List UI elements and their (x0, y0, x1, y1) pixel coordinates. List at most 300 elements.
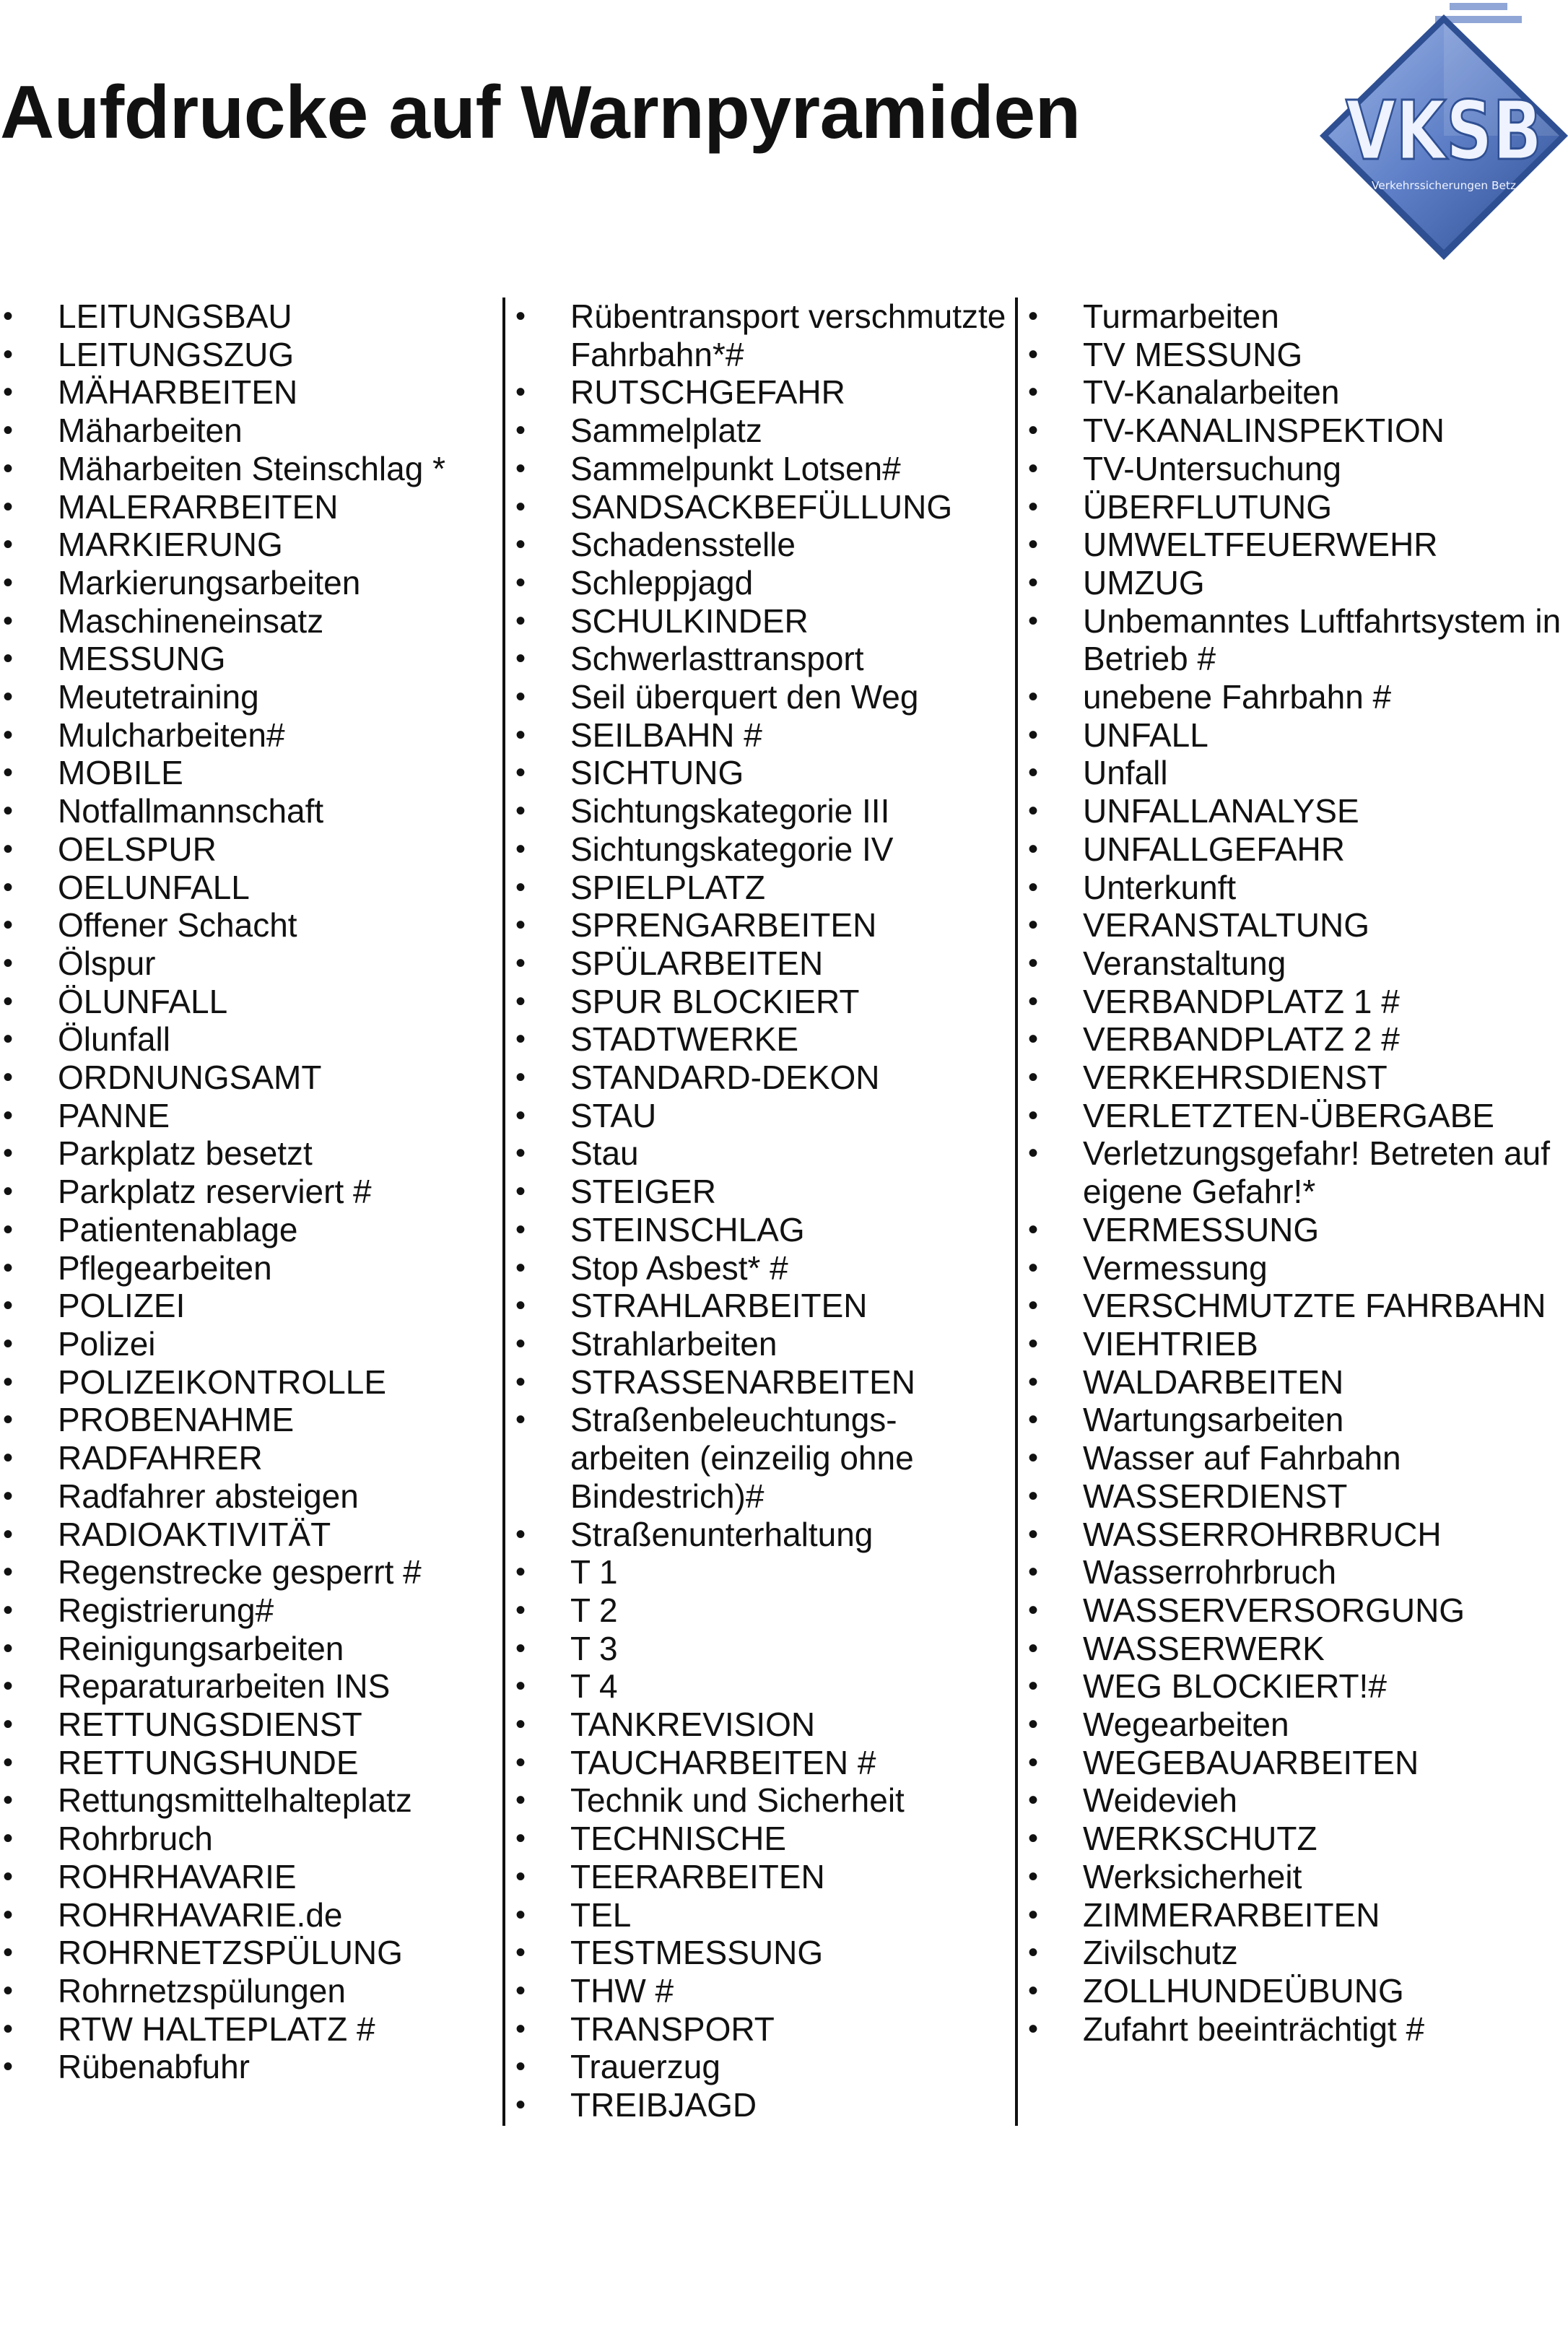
list-item-text: TANKREVISION (570, 1706, 816, 1744)
bullet-icon: • (3, 757, 14, 789)
list-item-text: Straßenbeleuchtungs- arbeiten (einzeilig ohne Bindestrich)# (570, 1401, 914, 1515)
bullet-icon: • (515, 1518, 526, 1550)
bullet-icon: • (3, 1442, 14, 1474)
list-item (0, 2048, 498, 2086)
bullet-icon: • (1028, 452, 1039, 485)
list-item-text: STAU (570, 1096, 657, 1134)
list-item (1025, 450, 1568, 488)
list-item (1025, 1477, 1568, 1516)
bullet-icon: • (515, 1937, 526, 1969)
list-item-text: T 2 (570, 1591, 618, 1629)
bullet-icon: • (1028, 1290, 1039, 1322)
list-item-text: TECHNISCHE (570, 1820, 787, 1858)
list-item-text: WASSERDIENST (1083, 1477, 1348, 1515)
list-item (0, 906, 498, 944)
bullet-icon: • (3, 795, 14, 828)
bullet-icon: • (515, 1632, 526, 1664)
bullet-icon: • (515, 1670, 526, 1703)
bullet-icon: • (3, 1974, 14, 2007)
bullet-icon: • (1028, 529, 1039, 561)
list-item (0, 1820, 498, 1858)
bullet-icon: • (3, 1556, 14, 1589)
list-item-text: TEL (570, 1895, 632, 1934)
list-item-text: Strahlarbeiten (570, 1324, 778, 1363)
list-item-text: Vermessung (1083, 1248, 1268, 1287)
list-item-text: VERKEHRSDIENST (1083, 1059, 1388, 1097)
list-item (1025, 716, 1568, 755)
bullet-icon: • (3, 718, 14, 751)
list-item-text: STEINSCHLAG (570, 1210, 805, 1248)
list-item (513, 1173, 1011, 1211)
bullet-icon: • (1028, 414, 1039, 447)
bullet-icon: • (3, 529, 14, 561)
list-item (1025, 1439, 1568, 1477)
list-item-text: Turmarbeiten (1083, 297, 1279, 335)
list-item-text: TREIBJAGD (570, 2086, 757, 2124)
bullet-icon: • (515, 833, 526, 865)
bullet-icon: • (515, 985, 526, 1017)
list-item (513, 2048, 1011, 2086)
list-item (1025, 1287, 1568, 1325)
list-item (1025, 1363, 1568, 1402)
list-item-text: ROHRNETZSPÜLUNG (58, 1934, 403, 1972)
list-item-text: TESTMESSUNG (570, 1934, 824, 1972)
list-item-text: Wegearbeiten (1083, 1706, 1289, 1744)
list-item (513, 2086, 1011, 2124)
list-item-text: Offener Schacht (58, 906, 297, 944)
list-item-text: SEILBAHN # (570, 716, 762, 754)
list-item-text: Patientenablage (58, 1210, 298, 1248)
bullet-icon: • (515, 681, 526, 713)
list-item (0, 373, 498, 412)
bullet-icon: • (3, 1746, 14, 1778)
list-item (513, 1667, 1011, 1706)
list-item (513, 1097, 1011, 1135)
bullet-icon: • (515, 1251, 526, 1284)
bullet-icon: • (3, 1176, 14, 1208)
list-item (1025, 1706, 1568, 1744)
bullet-icon: • (3, 1518, 14, 1550)
bullet-icon: • (3, 1404, 14, 1436)
list-item (0, 1439, 498, 1477)
list-item (1025, 1211, 1568, 1249)
list-column-2 (513, 297, 1011, 2124)
bullet-icon: • (1028, 1974, 1039, 2007)
list-item (1025, 336, 1568, 374)
list-item (513, 1325, 1011, 1363)
list-item (0, 1134, 498, 1173)
bullet-icon: • (515, 1176, 526, 1208)
list-item-text: Rohrbruch (58, 1820, 213, 1858)
list-item-text: MESSUNG (58, 640, 226, 678)
list-item-text: OELSPUR (58, 830, 217, 868)
list-item (0, 1287, 498, 1325)
bullet-icon: • (1028, 604, 1039, 637)
list-item-text: UNFALLGEFAHR (1083, 830, 1345, 868)
list-item-text: RUTSCHGEFAHR (570, 373, 845, 412)
list-item (1025, 1553, 1568, 1591)
list-item-text: Reinigungsarbeiten (58, 1629, 344, 1667)
list-item-text: STRAHLARBEITEN (570, 1287, 868, 1325)
list-item (0, 526, 498, 564)
bullet-icon: • (3, 452, 14, 485)
list-item-text: VERMESSUNG (1083, 1210, 1320, 1248)
list-item (1025, 1667, 1568, 1706)
list-item (513, 1781, 1011, 1820)
bullet-icon: • (3, 833, 14, 865)
bullet-icon: • (3, 1213, 14, 1246)
list-item-text: Sichtungskategorie III (570, 792, 890, 830)
bullet-icon: • (3, 1327, 14, 1360)
list-item (1025, 297, 1568, 336)
bullet-icon: • (515, 2051, 526, 2083)
bullet-icon: • (515, 452, 526, 485)
list-item (1025, 1249, 1568, 1287)
list-item-text: ROHRHAVARIE.de (58, 1895, 343, 1934)
list-item-text: unebene Fahrbahn # (1083, 678, 1392, 716)
bullet-icon: • (1028, 1327, 1039, 1360)
list-item (513, 450, 1011, 488)
list-item (0, 678, 498, 716)
list-item (1025, 792, 1568, 830)
list-item-text: TV-Untersuchung (1083, 449, 1341, 487)
list-item (513, 1858, 1011, 1896)
list-item-text: TV MESSUNG (1083, 335, 1303, 373)
bullet-icon: • (3, 681, 14, 713)
bullet-icon: • (3, 909, 14, 942)
list-item (1025, 412, 1568, 450)
bullet-icon: • (515, 1974, 526, 2007)
list-item-text: Sammelplatz (570, 412, 762, 450)
list-item (513, 1820, 1011, 1858)
list-item (0, 1401, 498, 1439)
bullet-icon: • (515, 643, 526, 675)
bullet-icon: • (1028, 1480, 1039, 1512)
list-item-text: Zivilschutz (1083, 1934, 1238, 1972)
list-item-text: ZIMMERARBEITEN (1083, 1895, 1380, 1934)
bullet-icon: • (1028, 1404, 1039, 1436)
list-column-3 (1025, 297, 1568, 2048)
list-item-text: STEIGER (570, 1173, 716, 1211)
bullet-icon: • (515, 1365, 526, 1398)
bullet-icon: • (3, 566, 14, 599)
bullet-icon: • (3, 338, 14, 370)
bullet-icon: • (515, 1137, 526, 1170)
bullet-icon: • (3, 1670, 14, 1703)
list-item-text: RETTUNGSHUNDE (58, 1743, 359, 1781)
list-item (0, 754, 498, 792)
list-item (0, 1630, 498, 1668)
list-item (0, 1706, 498, 1744)
list-item (0, 1211, 498, 1249)
list-item-text: OELUNFALL (58, 868, 250, 906)
list-item (0, 602, 498, 640)
list-item-text: T 1 (570, 1553, 618, 1591)
list-item (1025, 1020, 1568, 1059)
list-item-text: WASSERVERSORGUNG (1083, 1591, 1465, 1629)
bullet-icon: • (515, 529, 526, 561)
list-item-text: T 3 (570, 1629, 618, 1667)
bullet-icon: • (515, 1061, 526, 1094)
bullet-icon: • (1028, 718, 1039, 751)
list-item (0, 792, 498, 830)
list-item-text: Ölunfall (58, 1020, 170, 1059)
list-item (513, 1630, 1011, 1668)
list-item-text: SPÜLARBEITEN (570, 944, 824, 982)
list-item (1025, 906, 1568, 944)
bullet-icon: • (515, 1860, 526, 1893)
list-item (1025, 1896, 1568, 1934)
page-title: Aufdrucke auf Warnpyramiden (0, 71, 1081, 155)
list-item (1025, 869, 1568, 907)
list-item-text: STRASSENARBEITEN (570, 1363, 915, 1401)
column-divider (502, 297, 505, 2126)
list-item (0, 1059, 498, 1097)
bullet-icon: • (3, 643, 14, 675)
list-item (0, 1516, 498, 1554)
bullet-icon: • (1028, 1442, 1039, 1474)
list-item (513, 1706, 1011, 1744)
list-item (1025, 1858, 1568, 1896)
bullet-icon: • (515, 1099, 526, 1132)
list-item-text: LEITUNGSBAU (58, 297, 292, 335)
list-item-text: THW # (570, 1971, 674, 2010)
list-item-text: Stop Asbest* # (570, 1248, 788, 1287)
bullet-icon: • (1028, 1708, 1039, 1741)
list-item (513, 1591, 1011, 1630)
company-logo (1305, 0, 1568, 263)
bullet-icon: • (1028, 1746, 1039, 1778)
list-item (513, 1934, 1011, 1972)
list-item-text: ZOLLHUNDEÜBUNG (1083, 1971, 1404, 2010)
list-item (513, 526, 1011, 564)
list-item-text: Meutetraining (58, 678, 259, 716)
list-item (513, 1211, 1011, 1249)
list-item-text: LEITUNGSZUG (58, 335, 295, 373)
list-item (513, 1553, 1011, 1591)
list-item (0, 1020, 498, 1059)
bullet-icon: • (515, 2012, 526, 2045)
list-item (1025, 1325, 1568, 1363)
list-item (0, 450, 498, 488)
bullet-icon: • (515, 300, 526, 332)
list-item (513, 1744, 1011, 1782)
list-item (0, 1097, 498, 1135)
bullet-icon: • (3, 985, 14, 1017)
bullet-icon: • (3, 1632, 14, 1664)
list-item (513, 488, 1011, 526)
list-item (513, 2010, 1011, 2049)
list-item (1025, 1516, 1568, 1554)
list-item (513, 792, 1011, 830)
list-item-text: Sichtungskategorie IV (570, 830, 894, 868)
list-item (0, 1249, 498, 1287)
list-item-text: TEERARBEITEN (570, 1857, 825, 1895)
list-item (513, 564, 1011, 602)
list-item-text: POLIZEIKONTROLLE (58, 1363, 387, 1401)
bullet-icon: • (3, 2051, 14, 2083)
list-item-text: STADTWERKE (570, 1020, 799, 1059)
bullet-icon: • (515, 1823, 526, 1855)
list-item (0, 488, 498, 526)
bullet-icon: • (1028, 1860, 1039, 1893)
list-item-text: Schleppjagd (570, 563, 754, 601)
bullet-icon: • (1028, 2012, 1039, 2045)
list-item-text: Technik und Sicherheit (570, 1781, 905, 1820)
list-item-text: Unfall (1083, 754, 1168, 792)
bullet-icon: • (515, 1746, 526, 1778)
list-item-text: RETTUNGSDIENST (58, 1706, 362, 1744)
list-item (1025, 564, 1568, 602)
bullet-icon: • (3, 1708, 14, 1741)
logo-brand-text: VKSB (1346, 84, 1542, 178)
list-item-text: ROHRHAVARIE (58, 1857, 297, 1895)
bullet-icon: • (1028, 566, 1039, 599)
list-item (1025, 602, 1568, 678)
list-item (1025, 1059, 1568, 1097)
list-item (513, 412, 1011, 450)
list-item (0, 830, 498, 869)
list-item-text: Wasser auf Fahrbahn (1083, 1439, 1401, 1477)
list-item (513, 830, 1011, 869)
list-item-text: VERBANDPLATZ 1 # (1083, 982, 1400, 1020)
list-item (513, 1134, 1011, 1173)
list-item (0, 1972, 498, 2010)
list-item (1025, 1134, 1568, 1210)
list-item-text: VERSCHMUTZTE FAHRBAHN (1083, 1287, 1546, 1325)
bullet-icon: • (1028, 1556, 1039, 1589)
bullet-icon: • (3, 1023, 14, 1056)
list-item-text: WASSERWERK (1083, 1629, 1325, 1667)
list-item (513, 602, 1011, 640)
list-item (0, 1553, 498, 1591)
list-item (0, 1363, 498, 1402)
list-item-text: Pflegearbeiten (58, 1248, 272, 1287)
list-item-text: Ölspur (58, 944, 156, 982)
bullet-icon: • (515, 1213, 526, 1246)
list-item-text: Rohrnetzspülungen (58, 1971, 346, 2010)
bullet-icon: • (1028, 376, 1039, 409)
list-item (0, 2010, 498, 2049)
bullet-icon: • (1028, 947, 1039, 979)
list-item (513, 1287, 1011, 1325)
list-item-text: WEGEBAUARBEITEN (1083, 1743, 1419, 1781)
bullet-icon: • (3, 414, 14, 447)
bullet-icon: • (515, 566, 526, 599)
list-item-text: Polizei (58, 1324, 156, 1363)
bullet-icon: • (3, 1823, 14, 1855)
bullet-icon: • (3, 1290, 14, 1322)
list-item (0, 1591, 498, 1630)
list-item (513, 906, 1011, 944)
list-item-text: Werksicherheit (1083, 1857, 1302, 1895)
list-item (1025, 830, 1568, 869)
bullet-icon: • (1028, 490, 1039, 523)
list-item-text: STANDARD-DEKON (570, 1059, 880, 1097)
list-item-text: SCHULKINDER (570, 601, 809, 640)
list-item-text: POLIZEI (58, 1287, 186, 1325)
list-item-text: UNFALL (1083, 716, 1208, 754)
bullet-icon: • (3, 490, 14, 523)
list-item (1025, 1591, 1568, 1630)
list-item (513, 983, 1011, 1021)
bullet-icon: • (515, 1594, 526, 1626)
list-item-text: Mulcharbeiten# (58, 716, 285, 754)
list-item-text: WEG BLOCKIERT!# (1083, 1667, 1387, 1706)
list-item (513, 678, 1011, 716)
list-item (1025, 678, 1568, 716)
list-item (513, 1516, 1011, 1554)
list-item (1025, 944, 1568, 983)
bullet-icon: • (1028, 1518, 1039, 1550)
list-item-text: Wartungsarbeiten (1083, 1401, 1344, 1439)
list-item-text: RTW HALTEPLATZ # (58, 2010, 375, 2048)
list-item-text: MALERARBEITEN (58, 487, 339, 526)
list-item (1025, 754, 1568, 792)
list-item (0, 1781, 498, 1820)
bullet-icon: • (1028, 1823, 1039, 1855)
list-item (513, 944, 1011, 983)
list-item-text: MÄHARBEITEN (58, 373, 298, 412)
list-item-text: MOBILE (58, 754, 183, 792)
list-item-text: VERBANDPLATZ 2 # (1083, 1020, 1400, 1059)
list-item (0, 1858, 498, 1896)
bullet-icon: • (515, 1708, 526, 1741)
list-item-text: Parkplatz reserviert # (58, 1173, 372, 1211)
list-item (1025, 1820, 1568, 1858)
bullet-icon: • (1028, 985, 1039, 1017)
list-item-text: Regenstrecke gesperrt # (58, 1553, 422, 1591)
bullet-icon: • (3, 947, 14, 979)
list-item-text: Reparaturarbeiten INS (58, 1667, 391, 1706)
list-item-text: Unterkunft (1083, 868, 1237, 906)
list-item (1025, 983, 1568, 1021)
list-item-text: PANNE (58, 1096, 170, 1134)
bullet-icon: • (3, 1937, 14, 1969)
bullet-icon: • (1028, 300, 1039, 332)
list-item-text: Rettungsmittelhalteplatz (58, 1781, 412, 1820)
list-item-text: WALDARBEITEN (1083, 1363, 1344, 1401)
list-item (1025, 1744, 1568, 1782)
bullet-icon: • (1028, 1099, 1039, 1132)
list-item-text: Unbemanntes Luftfahrtsystem in Betrieb # (1083, 601, 1562, 678)
bullet-icon: • (515, 1404, 526, 1436)
list-item-text: VERANSTALTUNG (1083, 906, 1370, 944)
list-item-text: Parkplatz besetzt (58, 1134, 313, 1173)
list-item (513, 1059, 1011, 1097)
list-item (0, 716, 498, 755)
bullet-icon: • (1028, 757, 1039, 789)
list-item-text: Mäharbeiten Steinschlag * (58, 449, 445, 487)
bullet-icon: • (515, 1556, 526, 1589)
list-item-text: SPIELPLATZ (570, 868, 766, 906)
list-item (0, 1173, 498, 1211)
list-item-text: TAUCHARBEITEN # (570, 1743, 876, 1781)
list-item (513, 754, 1011, 792)
list-item-text: Rübentransport verschmutzte Fahrbahn*# (570, 297, 1006, 373)
bullet-icon: • (515, 947, 526, 979)
list-item-text: VIEHTRIEB (1083, 1324, 1258, 1363)
list-item (0, 1744, 498, 1782)
bullet-icon: • (515, 1023, 526, 1056)
bullet-icon: • (1028, 871, 1039, 903)
bullet-icon: • (3, 1480, 14, 1512)
bullet-icon: • (1028, 795, 1039, 828)
bullet-icon: • (1028, 1023, 1039, 1056)
list-item-text: ÜBERFLUTUNG (1083, 487, 1333, 526)
bullet-icon: • (515, 490, 526, 523)
bullet-icon: • (515, 2089, 526, 2121)
